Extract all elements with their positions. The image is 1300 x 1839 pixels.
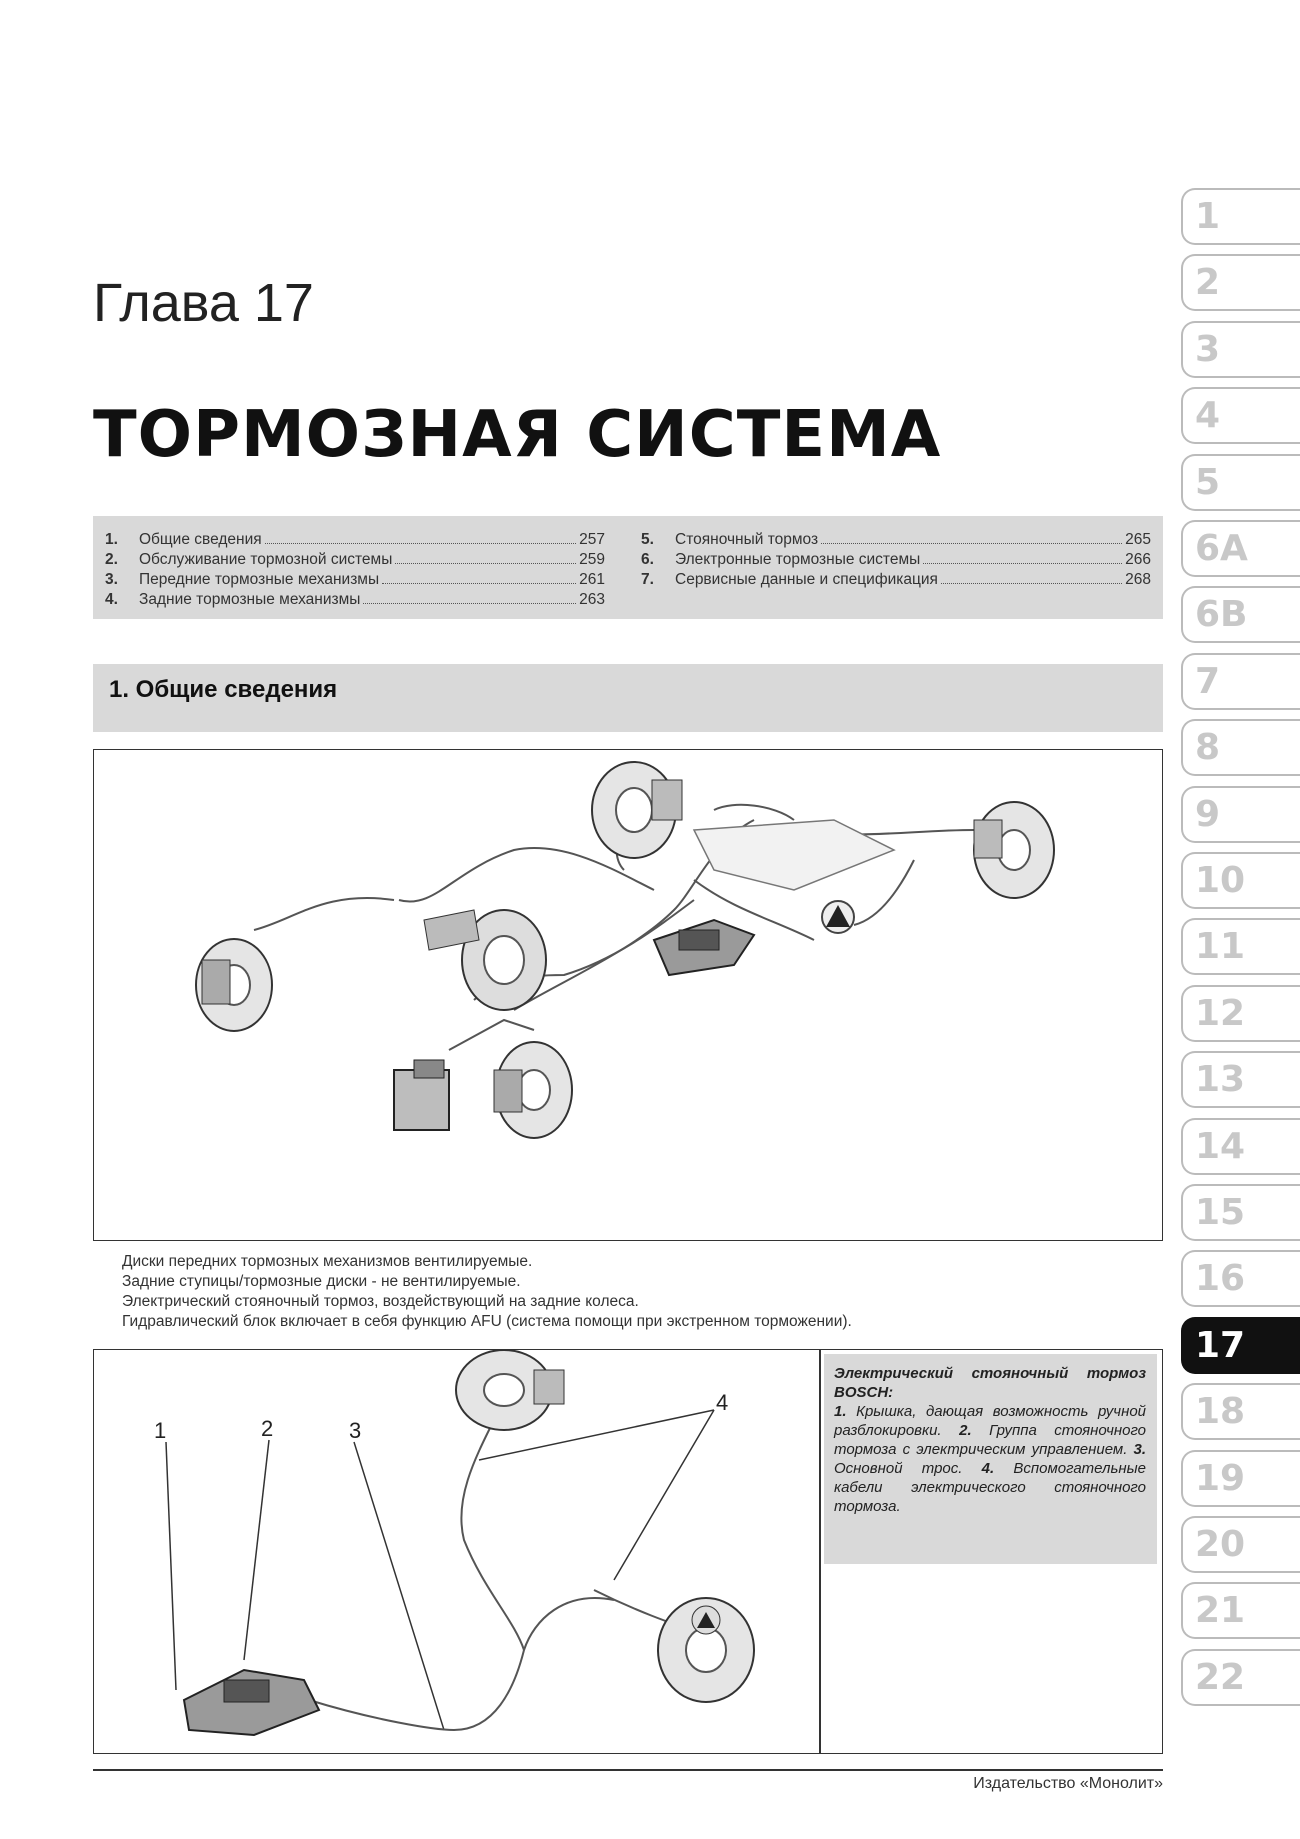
toc-item-text: Электронные тормозные системы	[675, 551, 921, 568]
main-cable	[309, 1598, 614, 1730]
toc-leader	[363, 603, 576, 604]
callout-number: 2	[261, 1416, 274, 1441]
chapter-tab-11[interactable]	[1181, 918, 1300, 975]
chapter-tab-6a[interactable]	[1181, 520, 1300, 577]
chapter-tab-5[interactable]	[1181, 454, 1300, 511]
chapter-tab-16[interactable]	[1181, 1250, 1300, 1307]
chapter-tab-label: 10	[1195, 860, 1246, 901]
toc-leader	[382, 583, 576, 584]
toc-leader	[821, 543, 1122, 544]
section-title: 1. Общие сведения	[109, 676, 338, 703]
table-of-contents	[93, 516, 1163, 619]
legend-item-text: Крышка, дающая возможность ручной разблокировки.	[834, 1403, 1147, 1439]
toc-item-page: 263	[579, 591, 605, 608]
brake-line	[254, 898, 394, 930]
toc-item[interactable]	[105, 590, 605, 610]
figure-captions	[122, 1252, 852, 1332]
chapter-tab-17[interactable]	[1181, 1317, 1300, 1374]
chapter-tab-22[interactable]	[1181, 1649, 1300, 1706]
rear-right-brake-disc	[592, 762, 682, 858]
chapter-tab-18[interactable]	[1181, 1383, 1300, 1440]
toc-item[interactable]	[105, 550, 605, 570]
toc-leader	[923, 563, 1122, 564]
chapter-tab-label: 22	[1195, 1656, 1246, 1698]
toc-item-number: 2.	[105, 551, 118, 568]
brake-system-illustration	[94, 750, 1161, 1239]
lower-brake-disc	[658, 1598, 754, 1702]
brake-system-diagram	[93, 749, 1163, 1241]
toc-item-page: 268	[1125, 571, 1151, 588]
toc-item-number: 5.	[641, 531, 654, 548]
toc-leader	[265, 543, 576, 544]
caption-line: Гидравлический блок включает в себя функцию AFU (система помощи при экстренном торможении).	[122, 1313, 852, 1330]
chapter-tab-label: 6A	[1195, 528, 1248, 569]
toc-item-number: 1.	[105, 531, 118, 548]
legend-item-text: Вспомогательные кабели электрического стояночного тормоза.	[834, 1460, 1146, 1515]
chapter-tab-2[interactable]	[1181, 254, 1300, 311]
chapter-tab-10[interactable]	[1181, 852, 1300, 909]
chapter-tab-label: 5	[1195, 461, 1221, 503]
chapter-tab-3[interactable]	[1181, 321, 1300, 378]
legend-item-text: Основной трос.	[834, 1460, 963, 1477]
chapter-tab-13[interactable]	[1181, 1051, 1300, 1108]
chapter-tab-1[interactable]	[1181, 188, 1300, 245]
rear-left-brake-disc	[974, 802, 1054, 898]
caption-line: Диски передних тормозных механизмов вентилируемые.	[122, 1253, 533, 1270]
chapter-tab-4[interactable]	[1181, 387, 1300, 444]
parking-brake-unit	[654, 920, 754, 975]
toc-item[interactable]	[641, 570, 1151, 590]
toc-item-page: 257	[579, 531, 605, 548]
chapter-tab-label: 18	[1195, 1391, 1246, 1433]
brake-booster	[424, 910, 546, 1010]
chapter-tab-label: 17	[1195, 1324, 1246, 1366]
toc-leader	[395, 563, 576, 564]
toc-item-text: Стояночный тормоз	[675, 531, 819, 548]
chapter-tab-label: 19	[1195, 1457, 1246, 1499]
chapter-tab-label: 2	[1195, 262, 1221, 304]
chapter-tab-label: 3	[1195, 328, 1221, 370]
brake-line	[399, 848, 654, 902]
toc-item-number: 7.	[641, 571, 654, 588]
chapter-tab-12[interactable]	[1181, 985, 1300, 1042]
callout-number: 4	[716, 1390, 729, 1415]
chapter-tab-label: 12	[1195, 992, 1246, 1034]
chapter-tab-label: 7	[1195, 660, 1221, 702]
chapter-tab-label: 21	[1195, 1590, 1246, 1632]
parking-brake-diagram	[93, 1349, 1163, 1754]
callout-leader-4b	[614, 1410, 714, 1580]
legend-item-text: Группа стояночного тормоза с электрическим управлением.	[834, 1422, 1147, 1458]
caption-line: Электрический стояночный тормоз, воздействующий на задние колеса.	[122, 1293, 639, 1310]
publisher-footer: Издательство «Монолит»	[973, 1775, 1163, 1792]
chapter-tab-7[interactable]	[1181, 653, 1300, 710]
chapter-tab-20[interactable]	[1181, 1516, 1300, 1573]
toc-item-page: 259	[579, 551, 605, 568]
chapter-tab-label: 1	[1195, 196, 1221, 237]
chapter-tab-label: 6B	[1195, 594, 1248, 636]
section-header	[93, 664, 1163, 732]
toc-item-page: 265	[1125, 531, 1151, 548]
figure-divider	[819, 1350, 821, 1753]
chapter-tab-15[interactable]	[1181, 1184, 1300, 1241]
chapter-tab-label: 16	[1195, 1258, 1246, 1300]
brake-line	[854, 860, 914, 925]
callout-leader-3	[354, 1442, 444, 1730]
chapter-tab-label: 4	[1195, 395, 1221, 437]
toc-item-text: Общие сведения	[139, 531, 262, 548]
callout-leader-2	[244, 1440, 269, 1660]
toc-item-text: Сервисные данные и спецификация	[675, 571, 938, 588]
toc-item-page: 266	[1125, 551, 1151, 568]
chapter-tab-label: 14	[1195, 1125, 1246, 1167]
chapter-title: ТОРМОЗНАЯ СИСТЕМА	[93, 398, 942, 472]
warning-triangle-icon	[822, 901, 854, 933]
legend-panel	[824, 1354, 1157, 1564]
toc-item-number: 6.	[641, 551, 654, 568]
chapter-tab-label: 9	[1195, 793, 1221, 835]
toc-item-text: Передние тормозные механизмы	[139, 571, 380, 588]
legend-item-number: 1.	[834, 1403, 847, 1420]
parking-brake-illustration	[94, 1350, 819, 1752]
upper-brake-disc	[456, 1350, 564, 1430]
chapter-tab-21[interactable]	[1181, 1582, 1300, 1639]
legend-title: Электрический стояночный тормоз BOSCH:	[834, 1365, 1146, 1401]
callout-number: 1	[154, 1418, 167, 1443]
toc-column-right	[641, 530, 1151, 590]
chapter-tab-6b[interactable]	[1181, 586, 1300, 643]
footer-rule	[93, 1769, 1163, 1771]
toc-item[interactable]	[105, 570, 605, 590]
toc-item[interactable]	[641, 550, 1151, 570]
chapter-tab-label: 20	[1195, 1524, 1246, 1565]
callout-number: 3	[349, 1418, 362, 1443]
chapter-tab-label: 15	[1195, 1192, 1246, 1233]
chapter-tab-label: 13	[1195, 1059, 1246, 1101]
toc-item-number: 4.	[105, 591, 118, 608]
caption-line: Задние ступицы/тормозные диски - не вентилируемые.	[122, 1273, 521, 1290]
legend-item-number: 4.	[981, 1460, 995, 1477]
toc-item-page: 261	[579, 571, 605, 588]
toc-item[interactable]	[105, 530, 605, 550]
chapter-tab-9[interactable]	[1181, 786, 1300, 843]
parking-brake-module	[184, 1670, 319, 1735]
chapter-tab-19[interactable]	[1181, 1450, 1300, 1507]
toc-leader	[941, 583, 1122, 584]
front-right-brake-disc	[494, 1042, 572, 1138]
front-left-brake-disc	[196, 939, 272, 1031]
chapter-tab-14[interactable]	[1181, 1118, 1300, 1175]
toc-item[interactable]	[641, 530, 1151, 550]
brake-line	[714, 805, 794, 820]
toc-item-number: 3.	[105, 571, 118, 588]
chapter-tab-label: 11	[1195, 926, 1246, 968]
toc-column-left	[105, 530, 605, 610]
legend-item-number: 3.	[1133, 1441, 1146, 1458]
legend-item-number: 2.	[959, 1422, 972, 1439]
chapter-tab-8[interactable]	[1181, 719, 1300, 776]
legend-text	[834, 1364, 1146, 1516]
toc-item-text: Задние тормозные механизмы	[139, 591, 361, 608]
aux-cable	[461, 1420, 524, 1650]
chapter-label: Глава 17	[93, 273, 314, 333]
toc-item-text: Обслуживание тормозной системы	[139, 551, 393, 568]
callout-leader-1	[166, 1442, 176, 1690]
chapter-tab-label: 8	[1195, 727, 1221, 769]
